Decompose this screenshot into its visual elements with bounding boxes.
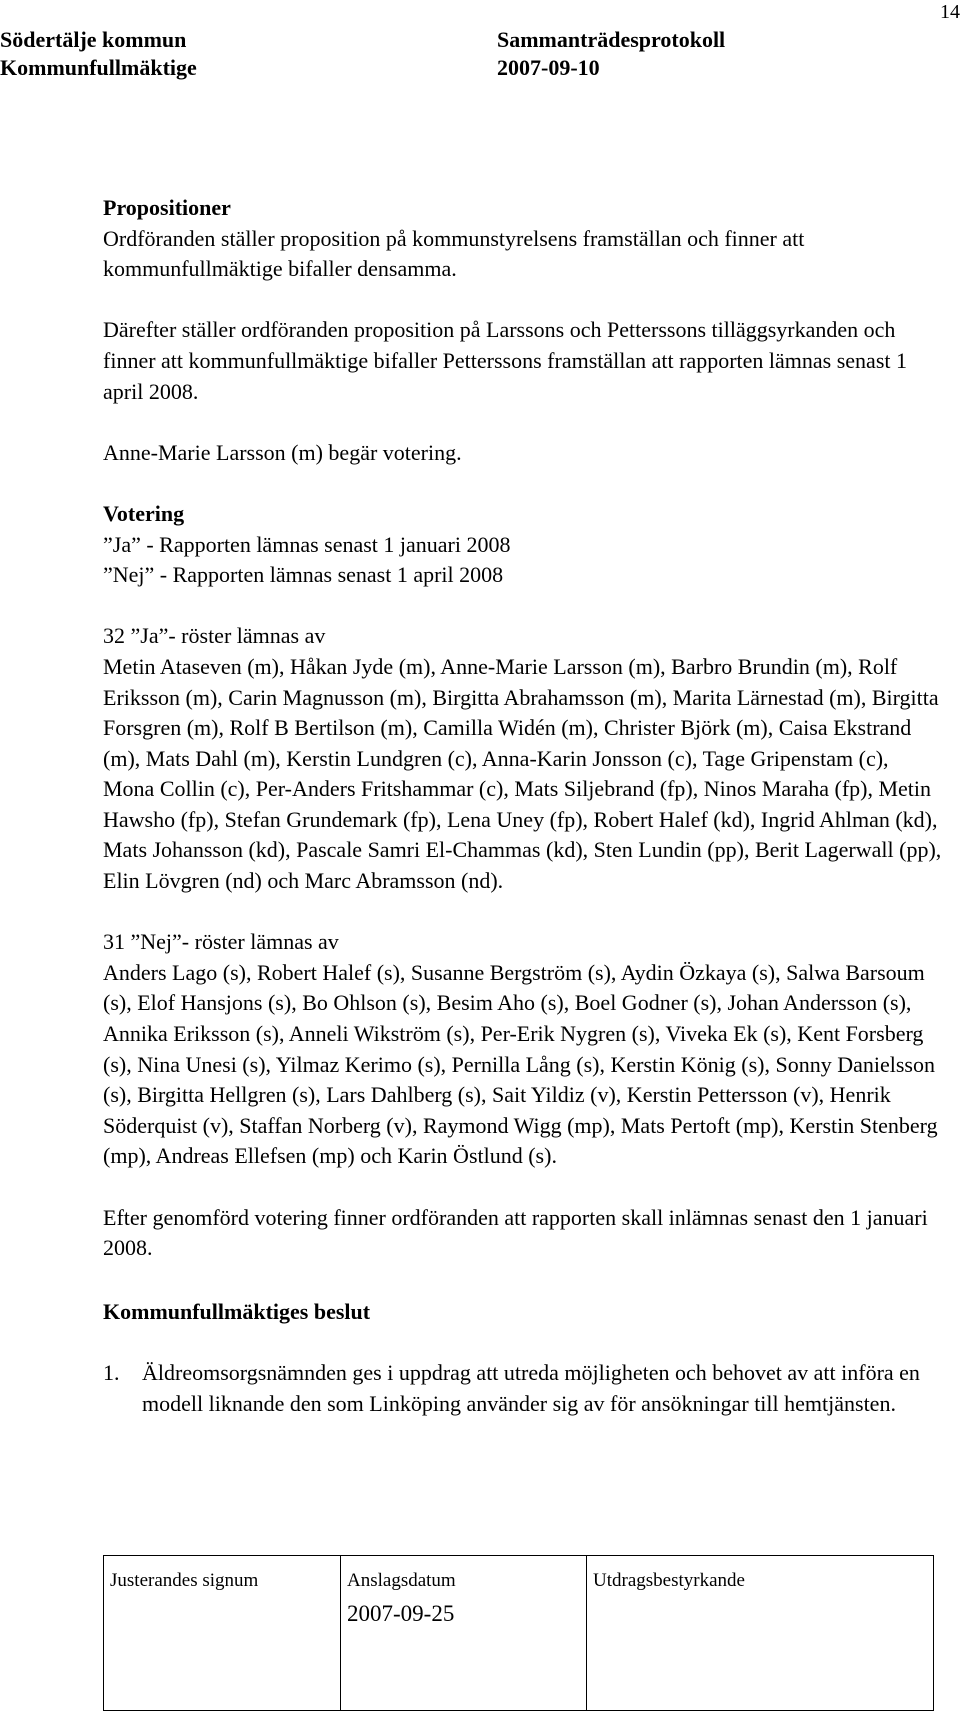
nej-count-line: 31 ”Nej”- röster lämnas av [103,929,339,955]
justerandes-signum-cell [104,1556,340,1710]
signature-table [103,1555,934,1711]
ja-voter-list: Metin Ataseven (m), Håkan Jyde (m), Anne-Marie Larsson (m), Barbro Brundin (m), Rolf Eriksson (m), Carin Magnusson (m), Birgitta Abrahamsson (m), Marita Lärnestad (m), Birgitta Forsgren (m), Rolf B Bertilson (m), Camilla Widén (m), Christer Björk (m), Caisa Ekstrand (m), Mats Dahl (m), Kerstin Lundgren (c), Anna-Karin Jonsson (c), Tage Gripenstam (c), Mona Collin (c), Per-Anders Fritshammar (c), Mats Siljebrand (fp), Ninos Maraha (fp), Metin Hawsho (fp), Stefan Grundemark (fp), Lena Uney (fp), Robert Halef (kd), Ingrid Ahlman (kd), Mats Johansson (kd), Pascale Samri El-Chammas (kd), Sten Lundin (pp), Berit Lagerwall (pp), Elin Lövgren (nd) och Marc Abramsson (nd). [103,653,942,894]
ja-count-line: 32 ”Ja”- röster lämnas av [103,623,326,649]
votering-heading: Votering [103,500,185,526]
propositioner-heading: Propositioner [103,195,231,220]
beslut-item-text: Äldreomsorgsnämnden ges i uppdrag att utreda möjligheten och behovet av att införa en modell liknande den som Linköping använder sig av för ansökningar till hemtjänsten. [142,1359,920,1416]
beslut-item [103,1358,943,1419]
beslut-heading: Kommunfullmäktiges beslut [103,1298,371,1324]
header-left [0,26,197,82]
propositioner-paragraph-2: Därefter ställer ordföranden proposition på Larssons och Petterssons tilläggsyrkanden och finner att kommunfullmäktige bifaller Petterssons framställan att rapporten lämnas senast 1 april 2008. [103,317,907,404]
votering-request: Anne-Marie Larsson (m) begär votering. [103,439,462,465]
page-number: 14 [940,1,960,23]
votering-result: Efter genomförd votering finner ordföranden att rapporten skall inlämnas senast den 1 januari 2008. [103,1204,928,1261]
utdragsbestyrkande-cell [586,1556,933,1710]
justerandes-signum-label: Justerandes signum [110,1570,259,1591]
header-center [497,26,725,82]
anslagsdatum-label: Anslagsdatum [347,1570,456,1591]
anslagsdatum-value: 2007-09-25 [347,1601,455,1626]
nej-voter-list: Anders Lago (s), Robert Halef (s), Susanne Bergström (s), Aydin Özkaya (s), Salwa Barsoum (s), Elof Hansjons (s), Bo Ohlson (s), Besim Aho (s), Boel Godner (s), Johan Andersson (s), Annika Eriksson (s), Anneli Wikström (s), Per-Erik Nygren (s), Viveka Ek (s), Kent Forsberg (s), Nina Unesi (s), Yilmaz Kerimo (s), Pernilla Lång (s), Kerstin König (s), Sonny Danielsson (s), Birgitta Hellgren (s), Lars Dahlberg (s), Sait Yildiz (v), Kerstin Pettersson (v), Henrik Söderquist (v), Staffan Norberg (v), Raymond Wigg (mp), Mats Pertoft (mp), Kerstin Stenberg (mp), Andreas Ellefsen (mp) och Karin Östlund (s). [103,959,938,1169]
anslagsdatum-cell [340,1556,587,1710]
document-body [103,193,943,1419]
nej-option: ”Nej” - Rapporten lämnas senast 1 april 2008 [103,562,504,588]
org-name: Södertälje kommun [0,27,187,52]
utdragsbestyrkande-label: Utdragsbestyrkande [593,1570,745,1591]
ja-option: ”Ja” - Rapporten lämnas senast 1 januari 2008 [103,531,511,557]
propositioner-paragraph-1: Ordföranden ställer proposition på kommunstyrelsens framställan och finner att kommunfullmäktige bifaller densamma. [103,225,805,282]
meeting-date: 2007-09-10 [497,55,600,80]
document-type: Sammanträdesprotokoll [497,27,726,52]
assembly-name: Kommunfullmäktige [0,55,197,80]
beslut-item-number: 1. [103,1359,120,1385]
